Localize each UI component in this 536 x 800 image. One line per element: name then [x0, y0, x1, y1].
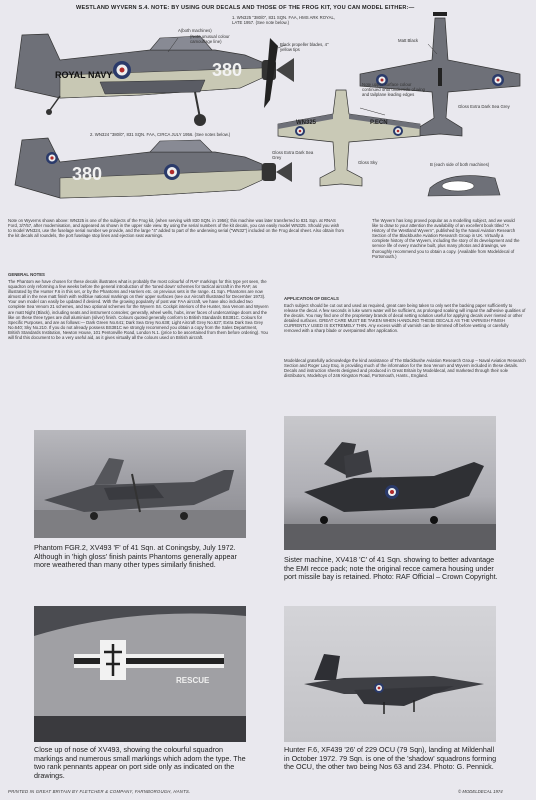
label-underside-note: Note upper surface colour continued onto underside of wing and tailplane leading edges: [362, 82, 426, 98]
wyvern-plan-view-upper: [360, 12, 520, 136]
label-a: A(both machines): [178, 28, 212, 33]
photo-phantom-xv493: [34, 430, 246, 538]
label-b: B (each side of both machines): [430, 162, 490, 167]
photo-phantom-xv418: [284, 416, 496, 550]
caption-photo-2: Sister machine, XV418 'C' of 41 Sqn. showing to better advantage the EMI recce pack; note the original recce camera housing under port missile bay is retained. Photo: RAF Official – Crown Copyright.: [284, 555, 498, 582]
copyright: © MODELDECAL 1974: [458, 789, 503, 794]
wyvern-side-view-1: [15, 34, 294, 126]
photo-xv493-nose-closeup: [34, 606, 246, 742]
printer-credit: PRINTED IN GREAT BRITAIN BY FLETCHER & COMPANY, FARNBOROUGH, HANTS.: [8, 789, 191, 794]
caption-photo-4: Hunter F.6, XF439 '26' of 229 OCU (79 Sqn), landing at Mildenhall in October 1972. 79 Sqn. is one of the 'shadow' squadrons forming the OCU, the other two being Nos 63 and 234. Photo: G. Pennick.: [284, 745, 497, 772]
application-text: Each subject should be cut out and used as required, great care being taken to only wet the backing paper sufficiently to release the decal. A few seconds in luke warm water will be sufficient, as prolonged soaking will impair the adhesive qualities of the decals. You may find one of the proprietary brands of decal setting solution useful for applying decals over riveted or other detailed surfaces. GREAT CARE MUST BE TAKEN WHEN HANDLING THESE DECALS AS THE VARNISH FINISH CURRENTLY USED IS EXTREMELY THIN. Any excess width of varnish can be trimmed off before wetting or carefully removed with a sharp blade or overpainted after application.: [284, 303, 526, 334]
detail-b-drawing: [428, 176, 500, 196]
general-notes: The Phantom we have chosen for these decals illustrates what is probably the most colourful of RAF markings for this type yet seen, the squadron only reforming a few weeks before the general introduction of the 'toned down' schemes for tactical aircraft in the RAF, as illustrated by the Hunter F.6 in this set, or by the Phantoms and Harriers etc. on previous sets in the range. 41 Sqn. Phantoms are now almost all in the new matt finish with red/blue national markings on their upper surfaces (see our Aircraft Illustrated for December 1973). Your own model can easily be updated if desired. With the growing popularity of post war FAA aircraft, we have also included two complete Sea Venom 21 schemes, and two optional schemes for the Wyvern S4. Cockpit interiors of the Hunter, Sea Venom and Wyvern are matt Night (Black), including seats and instrument consoles; generally, wheel wells, hubs, inner faces of undercarriage doors and the like on these three types are dull aluminium (silver) finish. Colours quoted generally conform to British Standards BS381C. Colours for Specific Purposes, and are as follows:— Dark Green No.641; Dark Sea Grey No.638; Light Aircraft Grey No.627; Extra Dark Sea Grey No.640; Sky No.210. If you do not already possess BS381C we strongly recommend you obtain a copy from the Sales Department, British Standards Institution, Newton House, 101 Pentonville Road, London N.1. (price to be ascertained from them before ordering). You will find this document to be a very useful aid, as it gives virtually all the colours used on British aircraft.: [8, 279, 269, 341]
label-gloss-grey: Gloss Extra Dark Sea Grey: [272, 150, 314, 161]
general-notes-heading: GENERAL NOTES: [8, 272, 45, 277]
rescue-marking: RESCUE: [176, 676, 210, 685]
option-1-label: 1. WN325 "380/0", 831 SQN. FAA, HMS ARK ROYAL, LATE 1957. (See note below.): [232, 15, 336, 26]
wyvern-plan-view-underside: [278, 90, 420, 186]
caption-photo-1: Phantom FGR.2, XV493 'F' of 41 Sqn. at Coningsby, July 1972. Although in 'high gloss' finish paints Phantoms generally appear more weathered than many other types similarly finished.: [34, 543, 237, 570]
label-a-note: (Note unusual colour camouflage line): [190, 34, 230, 45]
caption-photo-3: Close up of nose of XV493, showing the colourful squadron markings and numerous small markings which adorn the type. The two rank pennants appear on port side only as indicated on the drawings.: [34, 745, 246, 780]
fuselage-code-380-bottom: 380: [72, 164, 103, 184]
acknowledgement-text: Modeldecal gratefully acknowledge the kind assistance of The Blackbushe Aviation Research Group – Naval Aviation Research Section and Roger Lacy Esq. in providing much of the information for the Sea Venom and Wyvern included in these details. Decals and instruction sheets designed and produced in Great Britain by Modeldecal, and marketed through their sole distributors, Modeltoys of 246 Kingston Road, Portsmouth, Hants., England.: [284, 358, 526, 379]
fuselage-code-380-top: 380: [212, 60, 243, 80]
photo-hunter-xf439: [284, 606, 496, 742]
label-sky: Gloss Sky: [358, 160, 378, 165]
label-sea-grey: Gloss Extra Dark Sea Grey: [458, 104, 510, 109]
fuselage-royal-navy: ROYAL NAVY: [55, 70, 113, 80]
wyvern-history-note: The Wyvern has long proved popular as a modelling subject, and we would like to draw to your attention the availability of an excellent book titled "A History of the Westland Wyvern", published by the Naval Aviation Research Section of the Blackbushe Aviation Research Group in UK. Virtually a complete history of the Wyvern, including the story of its development and the service life of every machine built, plus many photos and drawings, we thoroughly recommend you to obtain a copy. (Available from Modeldecal of Portsmouth.): [372, 218, 520, 259]
page-header: WESTLAND WYVERN S.4. NOTE: BY USING OUR DECALS AND THOSE OF THE FROG KIT, YOU CAN MODEL EITHER:—: [76, 5, 415, 11]
option-2-label: 2. WN324 "380/0", 831 SQN. FAA, CIRCA JULY 1956. (See notes below.): [90, 132, 231, 137]
label-matt-black: Matt Black: [398, 38, 419, 43]
underwing-code-left: WN325: [296, 120, 317, 126]
wyvern-note: Note on Wyverns shown above: WN325 is one of the subjects of the Frog kit, (when serving with 830 SQN. in 1956); this machine was later transferred to 831 Sqn. at RNAS Ford, 3/7/57, after modernisation, and appeared as shown in the upper side view. By using the serial numbers of the kit decals, you can easily model WN325. Should you wish to model WN324, use the fuselage serial number we provide, and the large "4" added to part of the underwing serial ("WN32") included on the Frog decal sheet. Also obtain from the kit decals all roundels, the port fuselage stop lines and ejection seat warnings.: [8, 218, 344, 239]
wyvern-side-view-2: [15, 138, 292, 198]
application-heading: APPLICATION OF DECALS: [284, 296, 339, 301]
label-propeller: Black propeller blades, 4" yellow tips: [280, 42, 329, 53]
underwing-code-right: P.ECN: [370, 120, 388, 126]
